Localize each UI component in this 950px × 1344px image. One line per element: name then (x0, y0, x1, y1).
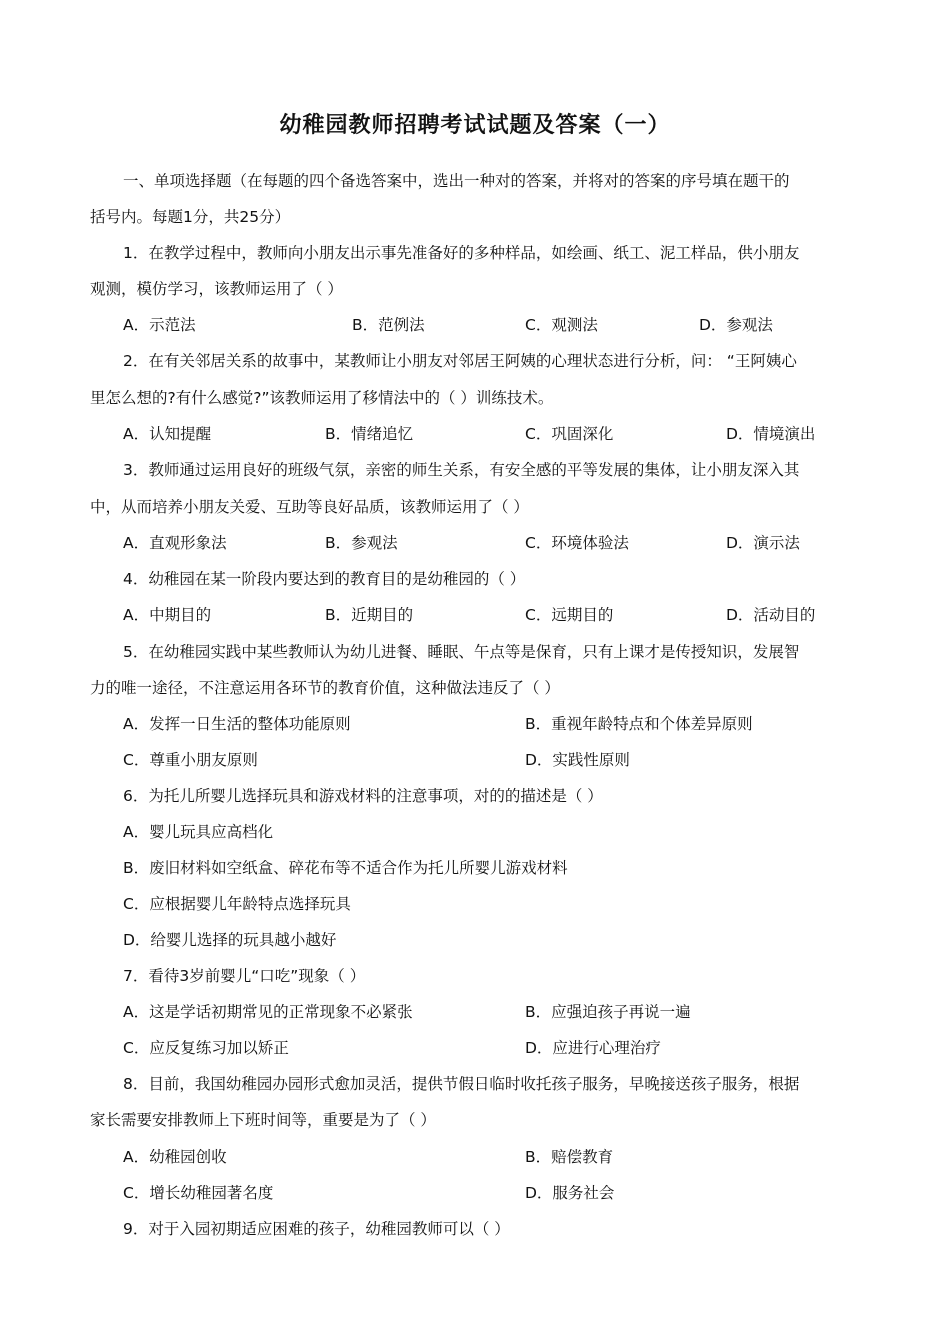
question-1-line-2: 观测，模仿学习，该教师运用了（ ） (90, 280, 343, 298)
question-3-option-a: A．直观形象法 (123, 534, 227, 552)
question-1-option-a: A．示范法 (123, 316, 196, 334)
question-9-line-1: 9．对于入园初期适应困难的孩子，幼稚园教师可以（ ） (123, 1220, 510, 1238)
question-2-option-c: C．巩固深化 (525, 425, 614, 443)
question-4-option-b: B．近期目的 (325, 606, 414, 624)
section-heading-line-1: 一、单项选择题（在每题的四个备选答案中，选出一种对的答案，并将对的答案的序号填在题干的 (123, 172, 790, 190)
question-3-line-1: 3．教师通过运用良好的班级气氛，亲密的师生关系，有安全感的平等发展的集体，让小朋友深入其 (123, 461, 800, 479)
question-1-line-1: 1．在教学过程中，教师向小朋友出示事先准备好的多种样品，如绘画、纸工、泥工样品，供小朋友 (123, 244, 800, 262)
question-2-option-b: B．情绪追忆 (325, 425, 414, 443)
question-2-line-2: 里怎么想的?有什么感觉?”该教师运用了移情法中的（ ）训练技术。 (90, 389, 554, 407)
question-3-option-c: C．环境体验法 (525, 534, 629, 552)
question-6-option-b: B．废旧材料如空纸盒、碎花布等不适合作为托儿所婴儿游戏材料 (123, 859, 568, 877)
question-3-line-2: 中，从而培养小朋友关爱、互助等良好品质，该教师运用了（ ） (90, 498, 529, 516)
question-7-option-d: D．应进行心理治疗 (525, 1039, 661, 1057)
question-8-line-1: 8．目前，我国幼稚园办园形式愈加灵活，提供节假日临时收托孩子服务，早晚接送孩子服务，根据 (123, 1075, 800, 1093)
question-8-option-d: D．服务社会 (525, 1184, 615, 1202)
question-5-option-a: A．发挥一日生活的整体功能原则 (123, 715, 351, 733)
question-6-option-a: A．婴儿玩具应高档化 (123, 823, 274, 841)
question-2-option-d: D．情境演出 (726, 425, 816, 443)
question-2-option-a: A．认知提醒 (123, 425, 212, 443)
question-6-line-1: 6．为托儿所婴儿选择玩具和游戏材料的注意事项，对的的描述是（ ） (123, 787, 603, 805)
question-6-option-d: D．给婴儿选择的玩具越小越好 (123, 931, 337, 949)
question-8-line-2: 家长需要安排教师上下班时间等，重要是为了（ ） (90, 1111, 436, 1129)
question-5-line-2: 力的唯一途径，不注意运用各环节的教育价值，这种做法违反了（ ） (90, 679, 560, 697)
question-6-option-c: C．应根据婴儿年龄特点选择玩具 (123, 895, 351, 913)
question-4-option-c: C．远期目的 (525, 606, 614, 624)
question-7-option-a: A．这是学话初期常见的正常现象不必紧张 (123, 1003, 413, 1021)
question-5-option-d: D．实践性原则 (525, 751, 630, 769)
question-5-option-c: C．尊重小朋友原则 (123, 751, 258, 769)
question-4-option-d: D．活动目的 (726, 606, 816, 624)
question-1-option-d: D．参观法 (699, 316, 773, 334)
question-2-line-1: 2．在有关邻居关系的故事中，某教师让小朋友对邻居王阿姨的心理状态进行分析，问： “王阿姨心 (123, 352, 797, 370)
question-4-line-1: 4．幼稚园在某一阶段内要达到的教育目的是幼稚园的（ ） (123, 570, 526, 588)
section-heading-line-2: 括号内。每题1分，共25分） (90, 208, 291, 226)
question-5-line-1: 5．在幼稚园实践中某些教师认为幼儿进餐、睡眠、午点等是保育，只有上课才是传授知识，发展智 (123, 643, 800, 661)
question-8-option-b: B．赔偿教育 (525, 1148, 614, 1166)
question-8-option-a: A．幼稚园创收 (123, 1148, 227, 1166)
question-1-option-b: B．范例法 (352, 316, 425, 334)
question-8-option-c: C．增长幼稚园著名度 (123, 1184, 274, 1202)
question-7-line-1: 7．看待3岁前婴儿“口吃”现象（ ） (123, 967, 366, 985)
question-4-option-a: A．中期目的 (123, 606, 212, 624)
page-title: 幼稚园教师招聘考试试题及答案（一） (279, 113, 671, 138)
question-3-option-d: D．演示法 (726, 534, 800, 552)
question-7-option-c: C．应反复练习加以矫正 (123, 1039, 289, 1057)
question-3-option-b: B．参观法 (325, 534, 398, 552)
question-7-option-b: B．应强迫孩子再说一遍 (525, 1003, 691, 1021)
question-5-option-b: B．重视年龄特点和个体差异原则 (525, 715, 753, 733)
question-1-option-c: C．观测法 (525, 316, 598, 334)
